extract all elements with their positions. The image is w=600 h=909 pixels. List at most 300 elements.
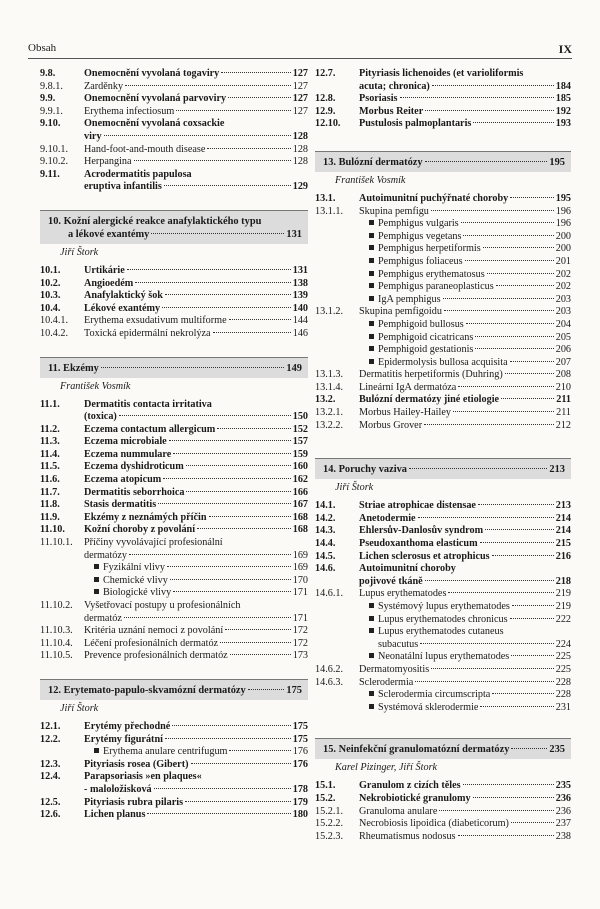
toc-entry xyxy=(40,721,308,734)
entry-title-wrap xyxy=(84,625,308,638)
dot-leader xyxy=(501,398,554,399)
entry-title-text: Eczema dyshidroticum xyxy=(84,461,184,473)
entry-title-wrap xyxy=(84,562,308,575)
entry-page: 238 xyxy=(555,830,571,842)
entry-title xyxy=(84,449,171,462)
entry-title-wrap xyxy=(84,474,308,487)
entry-title-text: Eczema nummulare xyxy=(84,448,172,460)
entry-title xyxy=(84,81,123,94)
entry-title xyxy=(84,600,240,613)
entry-number: 9.10.2. xyxy=(40,156,69,168)
entry-page: 139 xyxy=(292,290,308,302)
entry-number: 9.10.1. xyxy=(40,143,69,155)
entry-title-wrap xyxy=(359,513,571,526)
entry-title xyxy=(84,587,171,600)
entry-number: 12.1. xyxy=(40,720,61,732)
toc-entry xyxy=(40,499,308,512)
bullet-icon xyxy=(369,283,374,288)
entry-title-wrap xyxy=(359,118,571,131)
toc-entry xyxy=(40,93,308,106)
entry-number: 11.1. xyxy=(40,398,60,410)
entry-title-wrap xyxy=(84,328,308,341)
entry-title xyxy=(84,524,195,537)
toc-entry xyxy=(40,650,308,663)
entry-title xyxy=(84,144,205,157)
entry-title-text: Skupina pemfigoidu xyxy=(359,306,442,318)
toc-entry xyxy=(315,614,571,627)
dot-leader xyxy=(125,85,291,86)
entry-title xyxy=(359,500,476,513)
toc-group xyxy=(315,193,571,432)
entry-number: 12.7. xyxy=(315,68,336,79)
entry-title-wrap xyxy=(84,461,308,474)
entry-number: 15.2.1. xyxy=(315,805,344,817)
entry-title-text: Lineární IgA dermatóza xyxy=(359,381,457,393)
entry-title xyxy=(359,93,398,106)
entry-title xyxy=(84,625,223,638)
entry-page: 171 xyxy=(292,587,308,599)
entry-page: 202 xyxy=(555,281,571,293)
entry-title xyxy=(84,759,189,772)
entry-title xyxy=(359,281,494,294)
bullet-icon xyxy=(369,704,374,709)
entry-title-wrap xyxy=(84,131,308,144)
toc-entry xyxy=(315,344,571,357)
entry-title xyxy=(359,420,422,433)
entry-title-text: Pemphigus vegetans xyxy=(378,230,462,242)
entry-title-text: Pemphigoid gestationis xyxy=(378,344,474,356)
entry-page: 175 xyxy=(292,733,308,745)
entry-title-wrap xyxy=(84,499,308,512)
entry-page: 150 xyxy=(292,411,308,423)
entry-title xyxy=(84,290,163,303)
entry-title-cont: dermatóz xyxy=(84,612,122,624)
toc-entry-continuation xyxy=(315,576,571,589)
toc-entry xyxy=(315,664,571,677)
entry-title xyxy=(84,734,163,747)
toc-group xyxy=(315,780,571,843)
entry-title-wrap xyxy=(359,269,571,282)
entry-title-text: Dermatitis seborrhoica xyxy=(84,486,185,498)
entry-page: 195 xyxy=(555,192,571,204)
entry-title-cont: acuta; chronica) xyxy=(359,80,430,92)
entry-page: 166 xyxy=(292,486,308,498)
chapter-author: Jiří Štork xyxy=(335,482,374,494)
entry-title-wrap xyxy=(84,512,308,525)
dot-leader xyxy=(510,618,554,619)
toc-entry xyxy=(315,106,571,119)
entry-title xyxy=(84,650,228,663)
entry-title-wrap xyxy=(84,613,308,626)
entry-page: 179 xyxy=(292,796,308,808)
entry-title xyxy=(84,512,207,525)
entry-title-wrap xyxy=(359,256,571,269)
toc-entry xyxy=(40,328,308,341)
toc-group xyxy=(40,265,308,341)
entry-title-text: Onemocnění vyvolaná coxsackie xyxy=(84,118,225,130)
entry-title xyxy=(359,218,459,231)
chapter-page: 131 xyxy=(286,228,302,240)
dot-leader xyxy=(129,554,291,555)
entry-title-text: Erytémy figurátní xyxy=(84,733,163,745)
entry-page: 225 xyxy=(555,651,571,663)
entry-number: 14.4. xyxy=(315,538,336,550)
entry-title xyxy=(84,399,212,412)
entry-title-text: Urtikárie xyxy=(84,264,125,276)
entry-number: 14.2. xyxy=(315,512,336,524)
entry-title xyxy=(84,487,184,500)
entry-title xyxy=(84,499,156,512)
entry-page: 213 xyxy=(555,500,571,512)
toc-entry xyxy=(40,118,308,131)
entry-title-wrap xyxy=(84,600,308,613)
toc-entry xyxy=(40,625,308,638)
bullet-icon xyxy=(94,589,99,594)
toc-entry xyxy=(315,294,571,307)
entry-title-wrap xyxy=(84,303,308,316)
toc-entry xyxy=(40,315,308,328)
chapter-page: 235 xyxy=(549,744,565,756)
entry-title-text: Lichen sclerosus et atrophicus xyxy=(359,550,490,562)
dot-leader xyxy=(424,424,554,425)
entry-title-wrap xyxy=(84,550,308,563)
entry-title-text: Dermatomyositis xyxy=(359,663,430,675)
toc-entry xyxy=(40,449,308,462)
entry-title-wrap xyxy=(84,181,308,194)
entry-title xyxy=(359,551,490,564)
entry-title xyxy=(359,319,464,332)
dot-leader xyxy=(104,135,291,136)
toc-entry xyxy=(40,290,308,303)
entry-number: 10.3. xyxy=(40,290,61,302)
entry-title-text: Pustulosis palmoplantaris xyxy=(359,118,472,130)
bullet-icon xyxy=(369,616,374,621)
toc-entry xyxy=(315,588,571,601)
dot-leader xyxy=(461,222,554,223)
entry-title xyxy=(359,626,504,639)
dot-leader xyxy=(480,542,554,543)
chapter-author: Jiří Štork xyxy=(60,702,99,714)
entry-title-text: Lupus erythematodes xyxy=(359,588,447,600)
entry-title-wrap xyxy=(359,614,571,627)
entry-title-text: Příčiny vyvolávající profesionální xyxy=(84,537,223,549)
entry-title-wrap xyxy=(359,68,571,81)
entry-page: 152 xyxy=(292,423,308,435)
toc-entry xyxy=(315,269,571,282)
entry-page: 228 xyxy=(555,689,571,701)
entry-title-wrap xyxy=(359,106,571,119)
dot-leader xyxy=(165,738,291,739)
entry-page: 168 xyxy=(292,511,308,523)
entry-page: 169 xyxy=(292,549,308,561)
toc-entry xyxy=(315,780,571,793)
entry-number: 9.9. xyxy=(40,93,56,105)
toc-entry-continuation xyxy=(315,639,571,652)
entry-title-wrap xyxy=(359,831,571,844)
toc-entry-continuation xyxy=(40,550,308,563)
entry-number: 11.10.2. xyxy=(40,600,73,611)
entry-title-text: Biologické vlivy xyxy=(103,587,172,599)
dot-leader xyxy=(164,185,291,186)
entry-title-wrap xyxy=(359,243,571,256)
dot-leader xyxy=(173,591,291,592)
entry-number: 9.9.1. xyxy=(40,105,63,117)
entry-title-wrap xyxy=(359,664,571,677)
entry-title-wrap xyxy=(84,721,308,734)
entry-page: 207 xyxy=(555,356,571,368)
entry-page: 219 xyxy=(555,588,571,600)
dot-leader xyxy=(225,629,291,630)
entry-title-text: Kožní choroby z povolání xyxy=(84,524,196,536)
entry-title xyxy=(359,68,523,81)
entry-title-wrap xyxy=(359,193,571,206)
toc-entry xyxy=(315,563,571,576)
entry-title-wrap xyxy=(359,206,571,219)
entry-title-text: Systémový lupus erythematodes xyxy=(378,601,510,612)
toc-entry xyxy=(315,319,571,332)
running-header xyxy=(28,42,572,57)
toc-entry xyxy=(315,831,571,844)
dot-leader xyxy=(496,285,554,286)
dot-leader xyxy=(165,294,291,295)
dot-leader xyxy=(453,411,554,412)
dot-leader xyxy=(197,528,291,529)
entry-title-text: Hand-foot-and-mouth disease xyxy=(84,143,206,155)
entry-title-text: Morbus Grover xyxy=(359,419,423,431)
toc-entry xyxy=(315,332,571,345)
toc-entry xyxy=(315,243,571,256)
dot-leader xyxy=(228,97,291,98)
dot-leader xyxy=(217,428,290,429)
entry-title-text: Lupus erythematodes cutaneus xyxy=(378,626,504,638)
entry-page: 196 xyxy=(555,205,571,217)
entry-page: 127 xyxy=(292,93,308,105)
entry-title xyxy=(359,780,461,793)
entry-title-wrap xyxy=(84,449,308,462)
entry-page: 200 xyxy=(555,243,571,255)
entry-page: 127 xyxy=(292,80,308,92)
bullet-icon xyxy=(369,334,374,339)
toc-entry xyxy=(315,818,571,831)
dot-leader xyxy=(483,247,554,248)
entry-title xyxy=(84,797,183,810)
entry-page: 214 xyxy=(555,525,571,537)
entry-number: 12.9. xyxy=(315,105,336,117)
entry-number: 11.2. xyxy=(40,423,60,435)
chapter-heading xyxy=(40,210,308,244)
toc-entry xyxy=(315,525,571,538)
dot-leader xyxy=(119,415,291,416)
entry-page: 159 xyxy=(292,448,308,460)
entry-title-text: Morbus Reiter xyxy=(359,105,424,117)
entry-title xyxy=(359,818,509,831)
entry-title-wrap xyxy=(359,626,571,639)
entry-number: 15.1. xyxy=(315,780,336,792)
entry-number: 14.3. xyxy=(315,525,336,537)
entry-title-wrap xyxy=(84,118,308,131)
entry-title xyxy=(84,436,167,449)
dot-leader xyxy=(425,580,554,581)
entry-title-text: Prevence profesionálních dermatóz xyxy=(84,650,228,662)
entry-title xyxy=(359,677,413,690)
toc-entry xyxy=(40,809,308,822)
entry-page: 203 xyxy=(555,293,571,305)
chapter-title: 11. Ekzémy xyxy=(48,362,99,374)
entry-number: 14.6.1. xyxy=(315,588,344,600)
entry-title-wrap xyxy=(84,784,308,797)
entry-page: 172 xyxy=(292,637,308,649)
entry-page: 224 xyxy=(555,638,571,650)
toc-entry-continuation xyxy=(40,131,308,144)
entry-page: 127 xyxy=(292,68,308,79)
dot-leader xyxy=(400,97,554,98)
entry-title-text: Skupina pemfigu xyxy=(359,205,429,217)
entry-number: 10.2. xyxy=(40,277,61,289)
entry-title xyxy=(84,118,224,131)
chapter-title: 10. Kožní alergické reakce anafylaktického typu xyxy=(48,215,262,227)
entry-title xyxy=(359,118,471,131)
toc-entry xyxy=(40,474,308,487)
toc-entry xyxy=(40,746,308,759)
entry-number: 12.8. xyxy=(315,93,336,105)
dot-leader xyxy=(186,465,291,466)
toc-entry xyxy=(315,500,571,513)
toc-entry xyxy=(315,394,571,407)
entry-title-wrap xyxy=(359,420,571,433)
chapter-author: Karel Pizinger, Jiří Štork xyxy=(335,762,438,774)
entry-title-wrap xyxy=(359,576,571,589)
entry-title-text: Necrobiosis lipoidica (diabeticorum) xyxy=(359,818,509,830)
entry-title-wrap xyxy=(359,551,571,564)
entry-page: 235 xyxy=(555,780,571,792)
entry-title-text: Lupus erythematodes chronicus xyxy=(378,613,508,625)
bullet-icon xyxy=(369,321,374,326)
entry-number: 9.8.1. xyxy=(40,80,63,92)
toc-entry xyxy=(315,369,571,382)
entry-title-wrap xyxy=(84,575,308,588)
dot-leader xyxy=(478,504,554,505)
entry-title xyxy=(84,746,227,759)
entry-page: 219 xyxy=(555,601,571,612)
entry-page: 237 xyxy=(555,818,571,830)
entry-page: 215 xyxy=(555,538,571,550)
bullet-icon xyxy=(94,564,99,569)
entry-title-text: Autoimunitní choroby xyxy=(359,563,456,575)
dot-leader xyxy=(154,788,291,789)
entry-title xyxy=(84,315,227,328)
dot-leader xyxy=(163,478,290,479)
toc-entry xyxy=(315,420,571,433)
entry-page: 205 xyxy=(555,331,571,343)
entry-title xyxy=(359,269,485,282)
entry-title-wrap xyxy=(359,538,571,551)
dot-leader xyxy=(167,566,291,567)
entry-title-wrap xyxy=(359,563,571,576)
entry-page: 171 xyxy=(292,612,308,624)
entry-title-wrap xyxy=(359,231,571,244)
entry-page: 169 xyxy=(292,562,308,574)
entry-title-text: Pemphigus foliaceus xyxy=(378,255,463,267)
entry-number: 11.3. xyxy=(40,436,60,448)
page-number: IX xyxy=(558,42,572,56)
dot-leader xyxy=(425,110,553,111)
entry-title xyxy=(359,382,456,395)
entry-title-wrap xyxy=(84,68,308,81)
dot-leader xyxy=(173,453,290,454)
entry-page: 144 xyxy=(292,315,308,327)
entry-page: 131 xyxy=(292,264,308,276)
dot-leader xyxy=(439,810,553,811)
entry-page: 236 xyxy=(555,792,571,804)
entry-title-text: Systémová sklerodermie xyxy=(378,701,479,713)
entry-title xyxy=(84,809,145,822)
entry-title-text: Onemocnění vyvolaná parvoviry xyxy=(84,93,227,105)
entry-title-text: Chemické vlivy xyxy=(103,574,168,586)
dot-leader xyxy=(473,122,553,123)
entry-title-wrap xyxy=(359,702,571,715)
entry-title-cont: viry xyxy=(84,130,102,142)
toc-left-column xyxy=(40,68,308,822)
entry-page: 175 xyxy=(292,720,308,732)
entry-title xyxy=(359,525,483,538)
toc-entry xyxy=(315,118,571,131)
entry-title-text: Anafylaktický šok xyxy=(84,290,163,302)
bullet-icon xyxy=(369,346,374,351)
entry-title xyxy=(359,793,471,806)
section-name: Obsah xyxy=(28,42,57,54)
entry-title-wrap xyxy=(84,399,308,412)
entry-number: 13.2.2. xyxy=(315,419,344,431)
entry-title-text: Toxická epidermální nekrolýza xyxy=(84,327,211,339)
chapter-title: 13. Bulózní dermatózy xyxy=(323,156,423,168)
toc-entry xyxy=(40,562,308,575)
entry-title xyxy=(359,369,503,382)
entry-title-wrap xyxy=(84,156,308,169)
entry-page: 202 xyxy=(555,268,571,280)
entry-title-wrap xyxy=(359,93,571,106)
toc-group xyxy=(315,500,571,714)
entry-title xyxy=(84,537,223,550)
bullet-icon xyxy=(369,220,374,225)
dot-leader xyxy=(512,605,554,606)
dot-leader xyxy=(124,617,291,618)
entry-title xyxy=(359,206,429,219)
entry-title-wrap xyxy=(359,601,571,614)
entry-page: 168 xyxy=(292,524,308,536)
toc-entry xyxy=(315,306,571,319)
dot-leader xyxy=(492,555,554,556)
entry-title-text: Sclerodermia circumscripta xyxy=(378,689,491,701)
toc-entry xyxy=(315,231,571,244)
entry-title-text: Striae atrophicae distensae xyxy=(359,500,476,512)
entry-number: 11.10. xyxy=(40,524,65,536)
toc-group xyxy=(315,68,571,131)
entry-page: 200 xyxy=(555,230,571,242)
entry-title xyxy=(84,771,202,784)
toc-entry xyxy=(315,551,571,564)
entry-title-wrap xyxy=(359,319,571,332)
entry-title xyxy=(359,702,478,715)
entry-title xyxy=(84,474,161,487)
entry-title-cont: pojivové tkáně xyxy=(359,575,423,587)
entry-number: 11.8. xyxy=(40,499,60,511)
entry-title xyxy=(359,664,429,677)
toc-entry xyxy=(40,303,308,316)
entry-title xyxy=(84,68,219,81)
entry-title-wrap xyxy=(84,81,308,94)
dot-leader xyxy=(458,835,554,836)
dot-leader xyxy=(473,797,554,798)
